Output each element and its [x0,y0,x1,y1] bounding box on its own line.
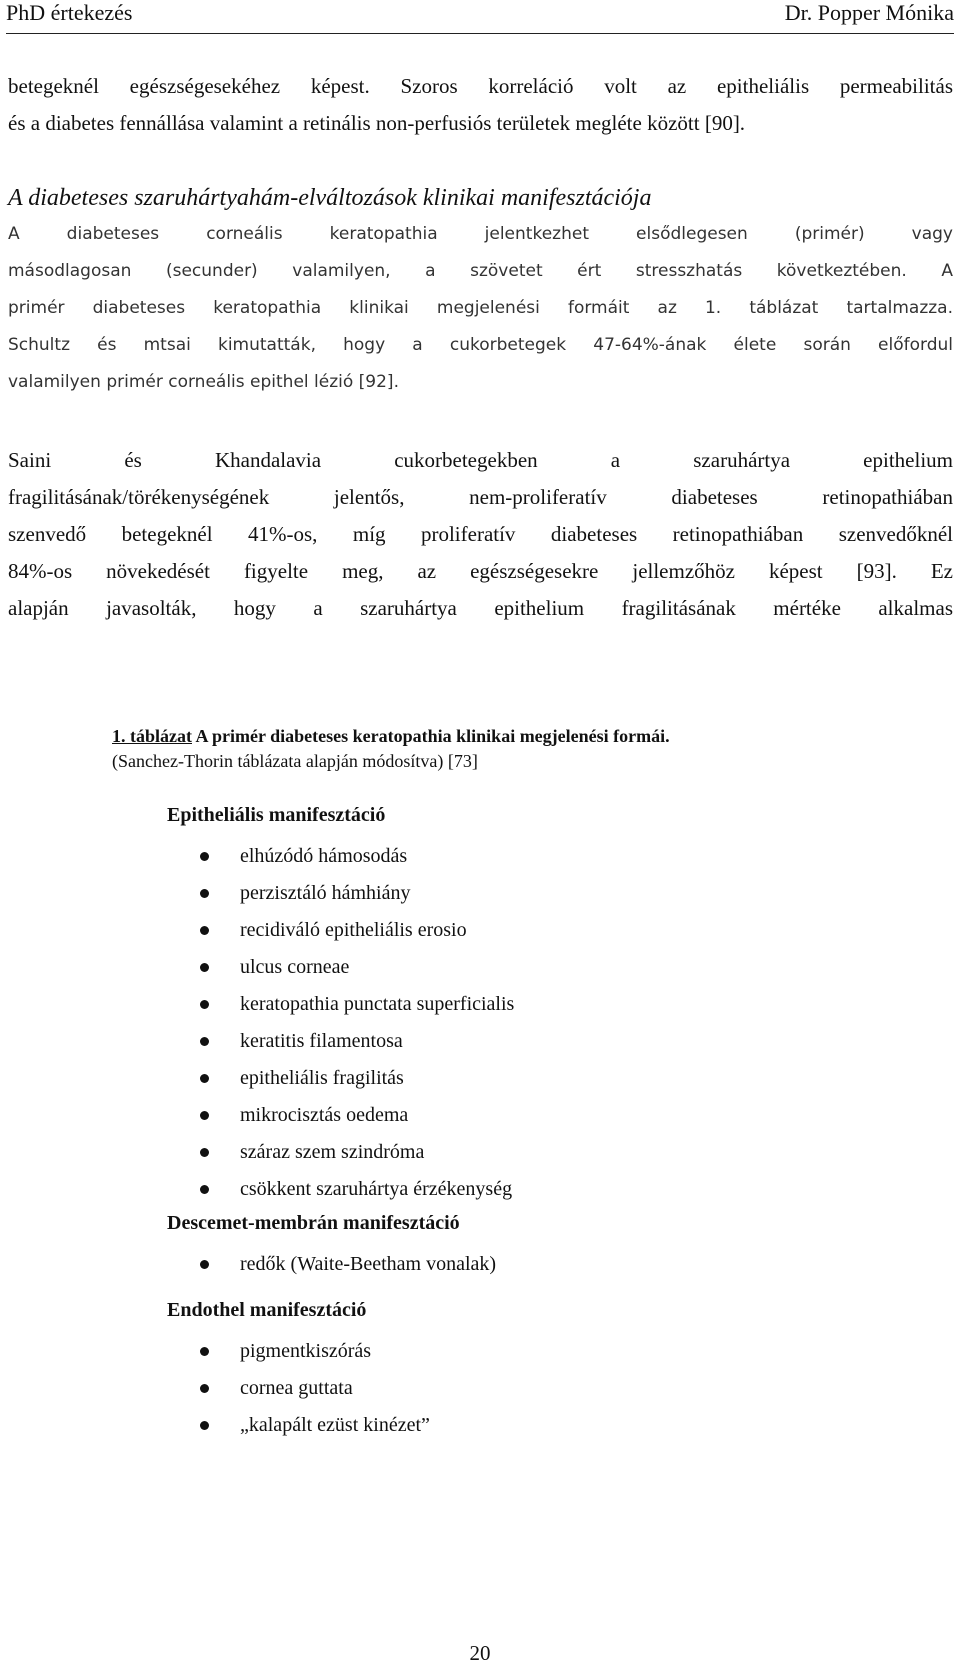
list-item [200,1370,430,1407]
list-item-text: cornea guttata [240,1377,353,1399]
list-item-text: pigmentkiszórás [240,1340,372,1362]
bullet-icon [200,1421,209,1430]
list-item-text: epitheliális fragilitás [240,1067,404,1089]
list-descemet [200,1246,496,1283]
list-item-text: redők (Waite-Beetham vonalak) [240,1253,497,1275]
page-header [6,0,954,34]
list-item [200,1171,514,1208]
paragraph-saini [8,442,953,627]
table-caption [112,724,670,774]
list-item [200,912,514,949]
list-item-text: mikrocisztás oedema [240,1104,409,1126]
bullet-icon [200,852,209,861]
list-item-text: keratitis filamentosa [240,1030,403,1052]
paragraph-intro [8,68,953,142]
bullet-icon [200,1260,209,1269]
bullet-icon [200,1111,209,1120]
list-item-text: „kalapált ezüst kinézet” [240,1414,430,1436]
bullet-icon [200,1000,209,1009]
list-item [200,838,514,875]
group-title-endothel: Endothel manifesztáció [167,1299,367,1321]
list-item [200,1097,514,1134]
header-right-text: Dr. Popper Mónika [784,0,954,25]
list-item-text: ulcus corneae [240,956,350,978]
list-epithelial [200,838,514,1208]
list-item-text: keratopathia punctata superficialis [240,993,515,1015]
bullet-icon [200,1037,209,1046]
list-item [200,875,514,912]
caption-label: 1. táblázat [112,726,192,746]
paragraph-line: fragilitásának/törékenységének jelentős, nem-proliferatív diabeteses retinopathiában [8,485,953,509]
bullet-icon [200,889,209,898]
list-item-text: perzisztáló hámhiány [240,882,411,904]
list-endothel [200,1333,430,1444]
group-title-descemet: Descemet-membrán manifesztáció [167,1212,460,1234]
page-number: 20 [469,1641,491,1665]
group-title-epithelial: Epitheliális manifesztáció [167,804,386,826]
list-item-text: recidiváló epitheliális erosio [240,919,467,941]
list-item [200,1333,430,1370]
list-item [200,1023,514,1060]
bullet-icon [200,1384,209,1393]
paragraph-line: alapján javasolták, hogy a szaruhártya epithelium fragilitásának mértéke alkalmas [8,596,953,620]
caption-title-line [112,724,670,749]
caption-source: (Sanchez-Thorin táblázata alapján módosítva) [73] [112,751,478,771]
paragraph-line: másodlagosan (secunder) valamilyen, a szövetet ért stresszhatás következtében. A [8,261,953,281]
paragraph-manifestation [8,216,953,401]
paragraph-line: A diabeteses corneális keratopathia jelentkezhet elsődlegesen (primér) vagy [8,224,953,244]
bullet-icon [200,926,209,935]
list-item [200,949,514,986]
list-item [200,1246,496,1283]
bullet-icon [200,1347,209,1356]
caption-title: A primér diabeteses keratopathia klinikai megjelenési formái. [192,726,670,746]
list-item-text: száraz szem szindróma [240,1141,425,1163]
list-item [200,986,514,1023]
header-left-text: PhD értekezés [6,0,133,25]
paragraph-line: 84%-os növekedését figyelte meg, az egészségesekre jellemzőhöz képest [93]. Ez [8,559,953,583]
section-title: A diabeteses szaruhártyahám-elváltozások klinikai manifesztációja [8,185,652,211]
paragraph-line: szenvedő betegeknél 41%-os, míg proliferatív diabeteses retinopathiában szenvedőknél [8,522,953,546]
bullet-icon [200,963,209,972]
list-item [200,1060,514,1097]
paragraph-line: és a diabetes fennállása valamint a retinális non-perfusiós területek megléte között [90]. [8,111,746,135]
paragraph-line: Saini és Khandalavia cukorbetegekben a szaruhártya epithelium [8,448,953,472]
list-item-text: csökkent szaruhártya érzékenység [240,1178,513,1200]
paragraph-line: valamilyen primér corneális epithel lézió [92]. [8,372,399,392]
list-item [200,1134,514,1171]
bullet-icon [200,1148,209,1157]
bullet-icon [200,1185,209,1194]
paragraph-line: Schultz és mtsai kimutatták, hogy a cukorbetegek 47-64%-ának élete során előfordul [8,335,953,355]
paragraph-line: primér diabeteses keratopathia klinikai megjelenési formáit az 1. táblázat tartalmazza. [8,298,953,318]
list-item [200,1407,430,1444]
list-item-text: elhúzódó hámosodás [240,845,408,867]
paragraph-line: betegeknél egészségesekéhez képest. Szoros korreláció volt az epitheliális permeabilitás [8,74,953,98]
bullet-icon [200,1074,209,1083]
